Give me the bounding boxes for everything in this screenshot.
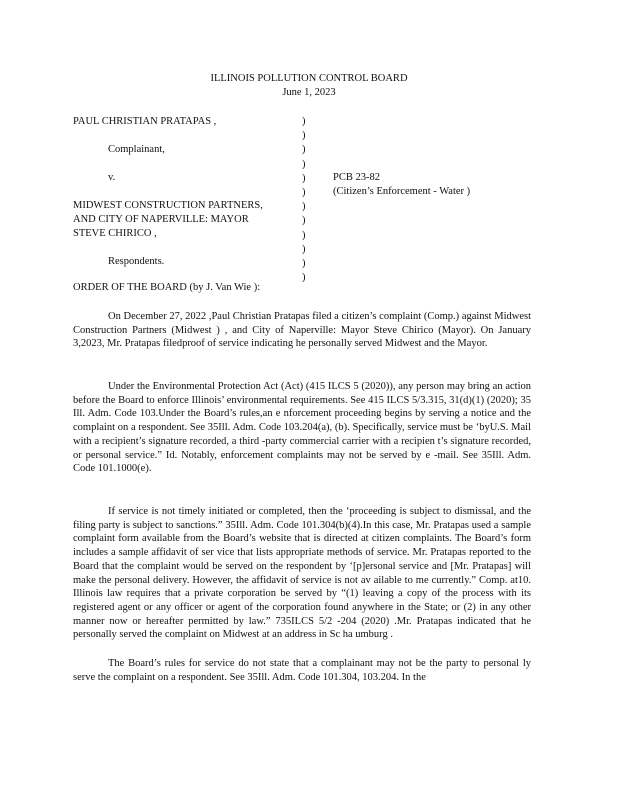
respondent-line-3: STEVE CHIRICO , bbox=[73, 228, 157, 239]
respondent-line-1: MIDWEST CONSTRUCTION PARTNERS, bbox=[73, 200, 263, 211]
paren: ) bbox=[302, 186, 306, 198]
respondent-line-2: AND CITY OF NAPERVILLE: MAYOR bbox=[73, 214, 249, 225]
paren: ) bbox=[302, 144, 306, 156]
case-caption bbox=[73, 115, 553, 284]
case-number: PCB 23-82 bbox=[333, 172, 380, 183]
paragraph-text: Under the Environmental Protection Act (Act) (415 ILCS 5 (2020)), any person may bring an action before the Board to enforce Illinois’ environmental requirements. See 415 ILCS 5/3.315, 31(d)(1) (2020); 35 Ill. Adm. Code 103.Under the Board’s rules,an e nforcement proceeding begins by serving a notice and the complaint on a respondent. See 35Ill. Adm. Code 103.204(a), (b). Specifically, service must be ‘byU.S. Mail with a recipient’s signature recorded, a third -party commercial carrier with a recipien t’s signature recorded, or personal service.” Id. Notably, enforcement complaints may not be served by e -mail. See 35Ill. Adm. Code 101.1000(e). bbox=[73, 381, 531, 475]
paragraph-1 bbox=[73, 310, 531, 351]
versus-label: v. bbox=[108, 172, 116, 183]
paren: ) bbox=[302, 130, 306, 142]
paren: ) bbox=[302, 158, 306, 170]
complainant-role: Complainant, bbox=[108, 144, 165, 155]
paren: ) bbox=[302, 215, 306, 227]
paragraph-2 bbox=[73, 380, 531, 476]
paren: ) bbox=[302, 243, 306, 255]
paragraph-text: If service is not timely initiated or completed, then the ‘proceeding is subject to dismissal, and the filing party is subject to sanctions.” 35Ill. Adm. Code 101.304(b)(4).In this case, Mr. Pratapas used a sample complaint form available from the Board’s website that is directed at citizen complaints. The Board’s form includes a sample affidavit of ser vice that lists appropriate methods of service. Mr. Pratapas reported to the Board that the complaint would be served on the respondent by ‘[p]ersonal service and [Mr. Pratapas] will make the personal delivery. However, the affidavit of service is not av ailable to me currently.” Comp. at10. Illinois law requires that a private corporation be served by “(1) leaving a copy of the process with its registered agent or any officer or agent of the corporation found anywhere in the State; or (2) in any other manner now or hereafter permitted by law.” 735ILCS 5/2 -204 (2020) .Mr. Pratapas indicated that he personally served the complaint on Midwest at an address in Sc ha umburg . bbox=[73, 506, 531, 641]
paren: ) bbox=[302, 229, 306, 241]
paren: ) bbox=[302, 116, 306, 127]
document-header bbox=[0, 72, 618, 100]
paragraph-text: On December 27, 2022 ,Paul Christian Pratapas filed a citizen’s complaint (Comp.) against Midwest Construction Partners (Midwest ) , and City of Naperville: Mayor Steve Chirico (Mayor). On January 3,2023, Mr. Pratapas filedproof of service indicating he personally served Midwest and the Mayor. bbox=[73, 311, 531, 350]
complainant-name: PAUL CHRISTIAN PRATAPAS , bbox=[73, 116, 217, 127]
order-heading: ORDER OF THE BOARD (by J. Van Wie ): bbox=[73, 282, 261, 293]
paren: ) bbox=[302, 272, 306, 284]
paragraph-3 bbox=[73, 505, 531, 642]
respondent-role: Respondents. bbox=[108, 256, 165, 267]
order-date: June 1, 2023 bbox=[282, 87, 336, 98]
paren: ) bbox=[302, 201, 306, 213]
caption-parentheses bbox=[302, 115, 312, 285]
paren: ) bbox=[302, 257, 306, 269]
agency-name: ILLINOIS POLLUTION CONTROL BOARD bbox=[210, 73, 408, 84]
paren: ) bbox=[302, 172, 306, 184]
paragraph-text: The Board’s rules for service do not state that a complainant may not be the party to personal ly serve the complaint on a respondent. See 35Ill. Adm. Code 101.304, 103.204. In the bbox=[73, 658, 531, 683]
case-info bbox=[333, 171, 533, 199]
paragraph-4 bbox=[73, 657, 531, 684]
case-type: (Citizen’s Enforcement - Water ) bbox=[333, 186, 471, 197]
